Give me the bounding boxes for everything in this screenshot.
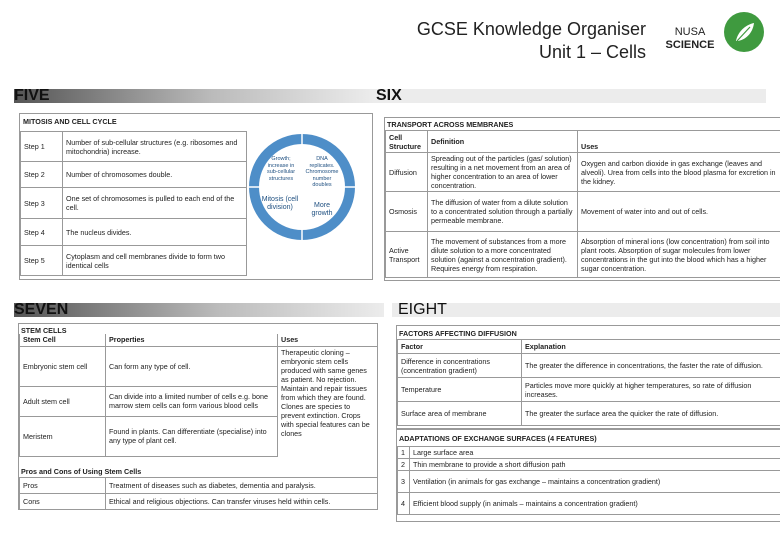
step-text: Cytoplasm and cell membranes divide to form two identical cells bbox=[63, 246, 247, 276]
col-properties-header: Properties bbox=[106, 334, 278, 346]
diffusion-panel bbox=[396, 325, 780, 429]
cycle-more-growth-label: More growth bbox=[311, 202, 333, 217]
step-text: One set of chromosomes is pulled to each end of the cell. bbox=[63, 188, 247, 219]
structure-definition: The movement of substances from a more dilute solution to a more concentrated solution (against a concentration gradient). Requires energy from respiration. bbox=[428, 232, 578, 278]
factor-explanation: Particles move more quickly at higher temperatures, so rate of diffusion increases. bbox=[522, 378, 780, 402]
step-label: Step 2 bbox=[21, 162, 63, 188]
table-row bbox=[398, 493, 780, 515]
table-row bbox=[398, 447, 780, 459]
step-label: Step 1 bbox=[21, 132, 63, 162]
pros-cons-heading: Pros and Cons of Using Stem Cells bbox=[21, 467, 142, 476]
table-row bbox=[21, 162, 247, 188]
table-row bbox=[21, 246, 247, 276]
table-row bbox=[20, 494, 378, 510]
factor-explanation: The greater the difference in concentrations, the faster the rate of diffusion. bbox=[522, 354, 780, 378]
step-label: Step 4 bbox=[21, 219, 63, 246]
table-row bbox=[398, 354, 780, 378]
col-factor-header: Factor bbox=[398, 340, 522, 354]
stem-cell-properties: Can form any type of cell. bbox=[106, 346, 278, 386]
table-row bbox=[20, 346, 378, 386]
table-row bbox=[21, 188, 247, 219]
step-label: Step 5 bbox=[21, 246, 63, 276]
pros-text: Treatment of diseases such as diabetes, dementia and paralysis. bbox=[106, 478, 378, 494]
structure-name: Osmosis bbox=[386, 192, 428, 232]
cons-text: Ethical and religious objections. Can transfer viruses held within cells. bbox=[106, 494, 378, 510]
adaptation-number: 3 bbox=[398, 471, 410, 493]
adaptation-number: 1 bbox=[398, 447, 410, 459]
pros-label: Pros bbox=[20, 478, 106, 494]
table-row bbox=[386, 232, 780, 278]
structure-definition: Spreading out of the particles (gas/ solution) resulting in a net movement from an area of higher concentration to an area of lower concentration. bbox=[428, 153, 578, 192]
table-row bbox=[398, 459, 780, 471]
mitosis-heading: MITOSIS AND CELL CYCLE bbox=[23, 117, 117, 126]
adaptations-heading: ADAPTATIONS OF EXCHANGE SURFACES (4 FEATURES) bbox=[399, 434, 597, 443]
pros-cons-table bbox=[19, 477, 378, 510]
cons-label: Cons bbox=[20, 494, 106, 510]
structure-definition: The diffusion of water from a dilute solution to a concentrated solution through a partially permeable membrane. bbox=[428, 192, 578, 232]
diffusion-table bbox=[397, 339, 780, 426]
table-row bbox=[20, 334, 378, 346]
factor-name: Difference in concentrations (concentration gradient) bbox=[398, 354, 522, 378]
stem-cell-uses: Therapeutic cloning – embryonic stem cells produced with same genes as patient. No rejection. Maintain and repair tissues from which they are found. Clones are species to prevent extinction. Crops with special features can be clones bbox=[278, 346, 378, 456]
logo-line-2: SCIENCE bbox=[665, 39, 715, 51]
adaptation-text: Large surface area bbox=[410, 447, 780, 459]
leaf-logo-icon bbox=[724, 12, 764, 52]
table-row bbox=[398, 378, 780, 402]
page-title bbox=[380, 18, 646, 64]
section-eight-bar bbox=[392, 303, 780, 317]
table-row bbox=[21, 219, 247, 246]
diffusion-heading: FACTORS AFFECTING DIFFUSION bbox=[399, 329, 517, 338]
stem-cell-name: Meristem bbox=[20, 416, 106, 456]
structure-uses: Oxygen and carbon dioxide in gas exchange (leaves and alveoli). Urea from cells into the blood plasma for excretion in the kidney. bbox=[578, 153, 780, 192]
step-text: The nucleus divides. bbox=[63, 219, 247, 246]
adaptation-text: Thin membrane to provide a short diffusion path bbox=[410, 459, 780, 471]
table-row bbox=[386, 153, 780, 192]
cycle-dna-label: DNA replicates. Chromosome number doubles bbox=[305, 156, 339, 188]
cycle-growth-label: Growth; increase in sub-cellular structures bbox=[266, 156, 296, 182]
section-five-label: FIVE bbox=[14, 87, 50, 104]
logo-line-1: NUSA bbox=[674, 26, 706, 38]
stem-cells-panel bbox=[18, 323, 378, 510]
section-seven-bar bbox=[14, 303, 384, 317]
adaptation-text: Efficient blood supply (in animals – maintains a concentration gradient) bbox=[410, 493, 780, 515]
table-row bbox=[21, 132, 247, 162]
section-six-bar bbox=[374, 89, 766, 103]
col-structure-header: Cell Structure bbox=[386, 131, 428, 153]
transport-panel bbox=[384, 117, 780, 281]
structure-name: Diffusion bbox=[386, 153, 428, 192]
step-text: Number of chromosomes double. bbox=[63, 162, 247, 188]
section-seven-label: SEVEN bbox=[14, 301, 69, 318]
table-row bbox=[20, 478, 378, 494]
factor-explanation: The greater the surface area the quicker the rate of diffusion. bbox=[522, 402, 780, 426]
cycle-mitosis-label: Mitosis (cell division) bbox=[261, 196, 299, 211]
structure-uses: Movement of water into and out of cells. bbox=[578, 192, 780, 232]
adaptation-text: Ventilation (in animals for gas exchange – maintains a concentration gradient) bbox=[410, 471, 780, 493]
section-six-label: SIX bbox=[376, 87, 402, 104]
adaptation-number: 4 bbox=[398, 493, 410, 515]
adaptations-panel bbox=[396, 429, 780, 522]
factor-name: Temperature bbox=[398, 378, 522, 402]
table-row bbox=[398, 471, 780, 493]
section-five-bar bbox=[14, 89, 374, 103]
stem-cell-properties: Found in plants. Can differentiate (specialise) into any type of plant cell. bbox=[106, 416, 278, 456]
section-eight-label: EIGHT bbox=[398, 301, 447, 318]
adaptation-number: 2 bbox=[398, 459, 410, 471]
mitosis-panel bbox=[19, 113, 373, 280]
stem-cells-heading: STEM CELLS bbox=[21, 326, 67, 335]
col-stem-header: Stem Cell bbox=[20, 334, 106, 346]
stem-cell-properties: Can divide into a limited number of cells e.g. bone marrow stem cells can form various blood cells bbox=[106, 386, 278, 416]
table-row bbox=[398, 340, 780, 354]
transport-heading: TRANSPORT ACROSS MEMBRANES bbox=[387, 120, 514, 129]
structure-name: Active Transport bbox=[386, 232, 428, 278]
step-text: Number of sub-cellular structures (e.g. ribosomes and mitochondria) increase. bbox=[63, 132, 247, 162]
adaptations-table bbox=[397, 446, 780, 515]
col-explanation-header: Explanation bbox=[522, 340, 780, 354]
step-label: Step 3 bbox=[21, 188, 63, 219]
stem-cell-name: Adult stem cell bbox=[20, 386, 106, 416]
title-line-2: Unit 1 – Cells bbox=[538, 42, 646, 62]
factor-name: Surface area of membrane bbox=[398, 402, 522, 426]
table-row bbox=[386, 131, 780, 153]
stem-cells-table bbox=[19, 334, 378, 457]
table-row bbox=[386, 192, 780, 232]
transport-table bbox=[385, 130, 780, 278]
structure-uses: Absorption of mineral ions (low concentration) from soil into plant roots. Absorption of sugar molecules from lower concentrations in the gut into the blood which has a higher sugar concentration. bbox=[578, 232, 780, 278]
mitosis-steps-table bbox=[20, 131, 247, 276]
col-uses-header: Uses bbox=[578, 131, 780, 153]
col-uses-header: Uses bbox=[278, 334, 378, 346]
stem-cell-name: Embryonic stem cell bbox=[20, 346, 106, 386]
table-row bbox=[398, 402, 780, 426]
col-definition-header: Definition bbox=[428, 131, 578, 153]
title-line-1: GCSE Knowledge Organiser bbox=[416, 19, 646, 39]
logo-text bbox=[662, 26, 718, 52]
